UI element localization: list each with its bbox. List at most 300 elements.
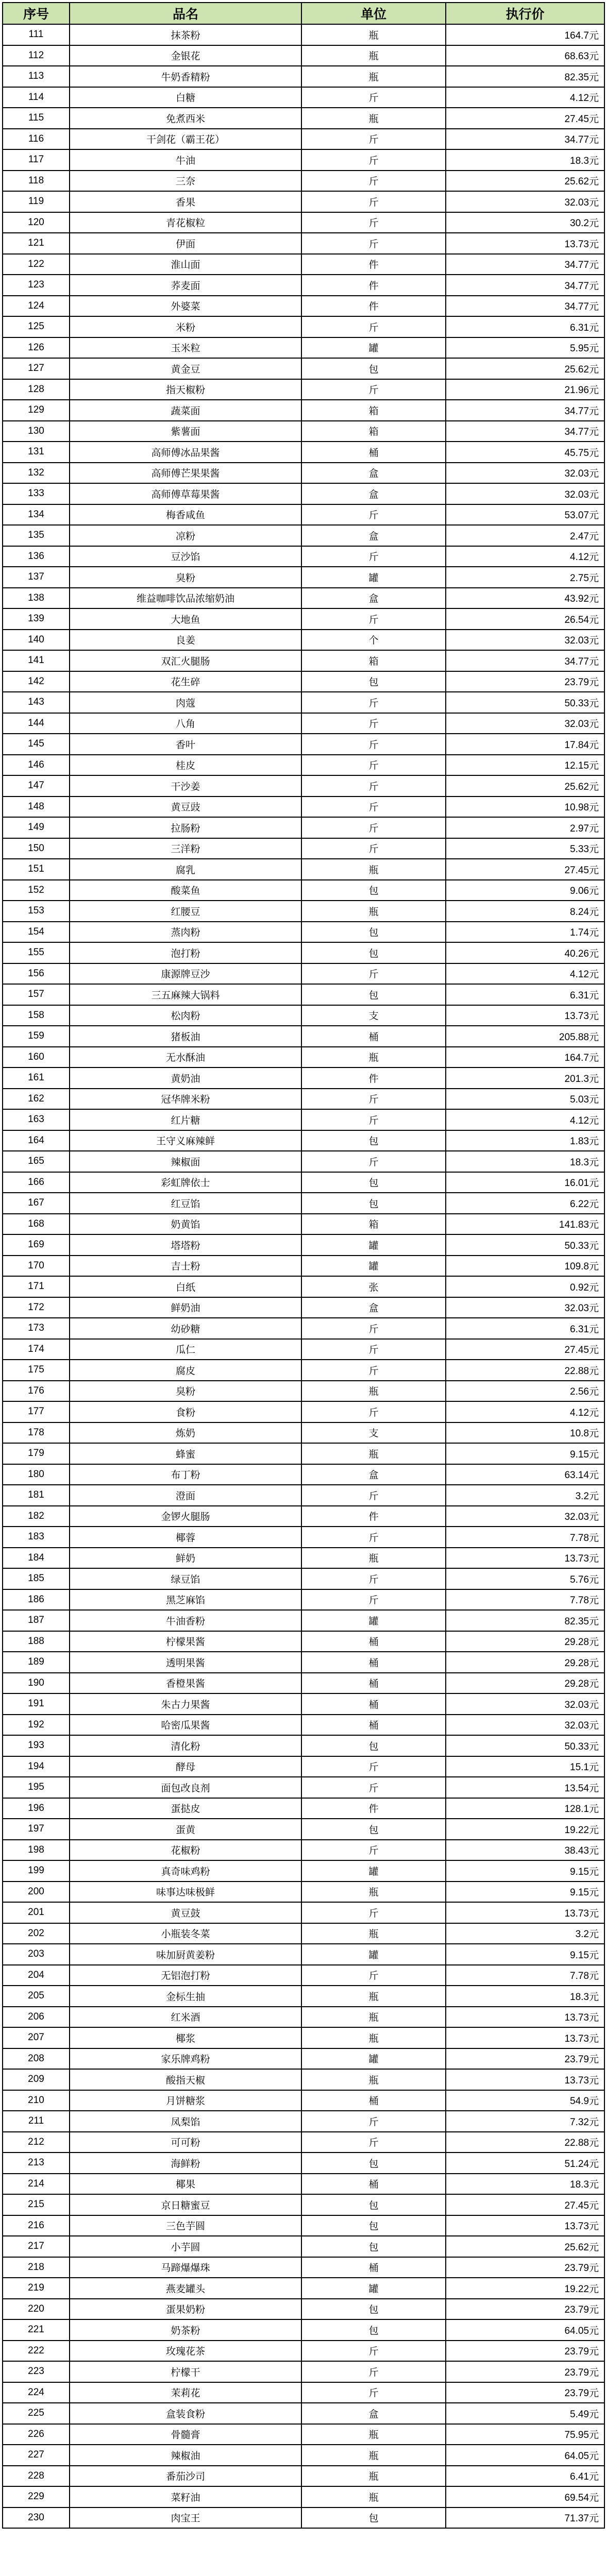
cell-unit: 瓶	[301, 901, 446, 922]
cell-no: 150	[3, 838, 70, 859]
table-row	[3, 2194, 604, 2215]
cell-price: 8.24元	[446, 901, 604, 922]
cell-name: 抹茶粉	[70, 24, 301, 45]
cell-unit: 包	[301, 1819, 446, 1840]
table-row	[3, 671, 604, 692]
cell-name: 幼砂糖	[70, 1318, 301, 1339]
cell-price: 50.33元	[446, 1735, 604, 1756]
table-row	[3, 942, 604, 963]
table-row	[3, 2319, 604, 2341]
table-row	[3, 2090, 604, 2111]
cell-unit: 桶	[301, 1715, 446, 1736]
cell-price: 13.73元	[446, 1005, 604, 1026]
cell-price: 64.05元	[446, 2319, 604, 2341]
cell-name: 哈密瓜果酱	[70, 1715, 301, 1736]
cell-price: 7.78元	[446, 1527, 604, 1548]
cell-name: 三洋粉	[70, 838, 301, 859]
cell-name: 黑芝麻馅	[70, 1589, 301, 1611]
cell-name: 梅香咸鱼	[70, 504, 301, 526]
cell-name: 金标生抽	[70, 1986, 301, 2007]
cell-name: 蛋果奶粉	[70, 2299, 301, 2320]
cell-unit: 斤	[301, 1965, 446, 1986]
cell-no: 175	[3, 1360, 70, 1381]
cell-unit: 斤	[301, 2361, 446, 2382]
cell-name: 红豆馅	[70, 1193, 301, 1214]
cell-no: 152	[3, 880, 70, 901]
cell-price: 22.88元	[446, 2132, 604, 2153]
cell-name: 冠华牌米粉	[70, 1089, 301, 1110]
cell-name: 凉粉	[70, 525, 301, 546]
table-row	[3, 775, 604, 796]
cell-name: 玉米粒	[70, 337, 301, 359]
cell-no: 196	[3, 1798, 70, 1819]
cell-unit: 瓶	[301, 66, 446, 87]
cell-unit: 斤	[301, 1089, 446, 1110]
cell-unit: 包	[301, 2299, 446, 2320]
cell-unit: 瓶	[301, 45, 446, 66]
cell-no: 157	[3, 984, 70, 1005]
cell-price: 25.62元	[446, 2236, 604, 2257]
cell-name: 酸菜鱼	[70, 880, 301, 901]
cell-price: 34.77元	[446, 650, 604, 671]
cell-name: 红片糖	[70, 1109, 301, 1130]
cell-unit: 斤	[301, 212, 446, 233]
table-row	[3, 1401, 604, 1422]
cell-price: 18.3元	[446, 2174, 604, 2195]
cell-unit: 桶	[301, 442, 446, 463]
cell-no: 126	[3, 337, 70, 359]
cell-no: 148	[3, 796, 70, 818]
cell-price: 64.05元	[446, 2445, 604, 2466]
table-row	[3, 2299, 604, 2320]
cell-no: 220	[3, 2299, 70, 2320]
cell-name: 瓜仁	[70, 1339, 301, 1360]
table-row	[3, 2236, 604, 2257]
table-row	[3, 1506, 604, 1527]
cell-no: 211	[3, 2111, 70, 2132]
cell-unit: 个	[301, 630, 446, 651]
cell-price: 34.77元	[446, 254, 604, 275]
table-row	[3, 45, 604, 66]
table-row	[3, 275, 604, 296]
cell-unit: 包	[301, 2507, 446, 2529]
cell-price: 9.15元	[446, 1443, 604, 1464]
cell-price: 23.79元	[446, 2257, 604, 2278]
cell-unit: 桶	[301, 2090, 446, 2111]
cell-unit: 包	[301, 2153, 446, 2174]
cell-unit: 罐	[301, 1234, 446, 1256]
cell-unit: 盒	[301, 1297, 446, 1318]
cell-unit: 包	[301, 1735, 446, 1756]
cell-unit: 斤	[301, 1318, 446, 1339]
cell-price: 32.03元	[446, 483, 604, 504]
cell-no: 184	[3, 1548, 70, 1569]
cell-name: 黄豆鼓	[70, 1902, 301, 1923]
cell-price: 34.77元	[446, 129, 604, 150]
cell-name: 金银花	[70, 45, 301, 66]
cell-unit: 斤	[301, 1151, 446, 1172]
cell-no: 121	[3, 233, 70, 254]
cell-no: 187	[3, 1610, 70, 1631]
cell-price: 201.3元	[446, 1067, 604, 1089]
table-row	[3, 650, 604, 671]
cell-price: 21.96元	[446, 379, 604, 400]
cell-name: 豆沙馅	[70, 546, 301, 567]
cell-name: 良姜	[70, 630, 301, 651]
table-row	[3, 379, 604, 400]
cell-name: 柠檬干	[70, 2361, 301, 2382]
cell-no: 213	[3, 2153, 70, 2174]
cell-unit: 包	[301, 358, 446, 379]
cell-no: 185	[3, 1568, 70, 1589]
cell-no: 204	[3, 1965, 70, 1986]
cell-unit: 罐	[301, 567, 446, 588]
cell-price: 25.62元	[446, 775, 604, 796]
table-row	[3, 233, 604, 254]
table-row	[3, 588, 604, 609]
table-row	[3, 838, 604, 859]
cell-no: 228	[3, 2466, 70, 2487]
header-name: 品名	[70, 3, 301, 24]
cell-name: 牛油香粉	[70, 1610, 301, 1631]
table-row	[3, 2069, 604, 2090]
table-row	[3, 608, 604, 630]
cell-unit: 斤	[301, 775, 446, 796]
cell-unit: 件	[301, 254, 446, 275]
table-row	[3, 1840, 604, 1861]
cell-price: 16.01元	[446, 1172, 604, 1193]
cell-no: 208	[3, 2048, 70, 2070]
table-row	[3, 337, 604, 359]
cell-price: 23.79元	[446, 2361, 604, 2382]
cell-name: 番茄沙司	[70, 2466, 301, 2487]
cell-no: 212	[3, 2132, 70, 2153]
cell-name: 干剑花（霸王花）	[70, 129, 301, 150]
cell-name: 花椒粉	[70, 1840, 301, 1861]
cell-no: 203	[3, 1944, 70, 1965]
cell-no: 158	[3, 1005, 70, 1026]
cell-price: 2.47元	[446, 525, 604, 546]
table-row	[3, 1381, 604, 1402]
table-row	[3, 1902, 604, 1923]
cell-price: 50.33元	[446, 692, 604, 713]
cell-no: 146	[3, 755, 70, 776]
cell-price: 32.03元	[446, 1297, 604, 1318]
cell-name: 高师傅芒果果酱	[70, 463, 301, 484]
cell-unit: 瓶	[301, 2069, 446, 2090]
table-row	[3, 483, 604, 504]
cell-price: 9.06元	[446, 880, 604, 901]
cell-no: 128	[3, 379, 70, 400]
cell-no: 174	[3, 1339, 70, 1360]
cell-no: 129	[3, 400, 70, 421]
cell-unit: 斤	[301, 191, 446, 212]
cell-unit: 斤	[301, 796, 446, 818]
table-row	[3, 1443, 604, 1464]
table-row	[3, 1631, 604, 1652]
cell-price: 141.83元	[446, 1214, 604, 1235]
cell-name: 清化粉	[70, 1735, 301, 1756]
cell-no: 144	[3, 713, 70, 734]
cell-unit: 包	[301, 2236, 446, 2257]
cell-no: 122	[3, 254, 70, 275]
cell-price: 6.41元	[446, 2466, 604, 2487]
cell-price: 164.7元	[446, 1047, 604, 1068]
cell-price: 54.9元	[446, 2090, 604, 2111]
cell-no: 189	[3, 1652, 70, 1673]
cell-name: 八角	[70, 713, 301, 734]
table-row	[3, 296, 604, 317]
cell-unit: 斤	[301, 171, 446, 192]
table-row	[3, 1339, 604, 1360]
cell-unit: 张	[301, 1276, 446, 1297]
cell-no: 190	[3, 1673, 70, 1694]
table-row	[3, 254, 604, 275]
cell-name: 蛋黄	[70, 1819, 301, 1840]
cell-no: 207	[3, 2027, 70, 2048]
cell-price: 32.03元	[446, 630, 604, 651]
cell-no: 132	[3, 463, 70, 484]
cell-no: 225	[3, 2403, 70, 2424]
cell-name: 白糖	[70, 87, 301, 108]
table-row	[3, 713, 604, 734]
cell-price: 5.03元	[446, 1089, 604, 1110]
cell-unit: 斤	[301, 1902, 446, 1923]
cell-price: 82.35元	[446, 66, 604, 87]
cell-name: 指天椒粉	[70, 379, 301, 400]
cell-no: 117	[3, 149, 70, 171]
cell-unit: 包	[301, 671, 446, 692]
cell-price: 109.8元	[446, 1256, 604, 1277]
cell-no: 177	[3, 1401, 70, 1422]
cell-name: 海鲜粉	[70, 2153, 301, 2174]
table-row	[3, 1610, 604, 1631]
cell-no: 193	[3, 1735, 70, 1756]
cell-unit: 瓶	[301, 1548, 446, 1569]
table-row	[3, 1130, 604, 1151]
cell-name: 红米酒	[70, 2007, 301, 2028]
cell-price: 205.88元	[446, 1026, 604, 1047]
cell-unit: 盒	[301, 588, 446, 609]
cell-no: 141	[3, 650, 70, 671]
cell-price: 22.88元	[446, 1360, 604, 1381]
cell-name: 大地鱼	[70, 608, 301, 630]
cell-unit: 罐	[301, 2278, 446, 2299]
table-row	[3, 796, 604, 818]
cell-price: 164.7元	[446, 24, 604, 45]
cell-price: 4.12元	[446, 963, 604, 985]
cell-name: 泡打粉	[70, 942, 301, 963]
cell-name: 桂皮	[70, 755, 301, 776]
cell-no: 149	[3, 817, 70, 838]
table-row	[3, 129, 604, 150]
cell-unit: 斤	[301, 1840, 446, 1861]
table-row	[3, 1193, 604, 1214]
cell-no: 131	[3, 442, 70, 463]
cell-price: 32.03元	[446, 463, 604, 484]
cell-unit: 桶	[301, 1652, 446, 1673]
cell-name: 鲜奶油	[70, 1297, 301, 1318]
cell-name: 外婆菜	[70, 296, 301, 317]
cell-unit: 桶	[301, 1673, 446, 1694]
cell-price: 4.12元	[446, 1401, 604, 1422]
cell-no: 143	[3, 692, 70, 713]
table-row	[3, 1673, 604, 1694]
table-row	[3, 24, 604, 45]
table-row	[3, 1360, 604, 1381]
table-row	[3, 2027, 604, 2048]
cell-name: 花生碎	[70, 671, 301, 692]
cell-price: 38.43元	[446, 1840, 604, 1861]
cell-name: 味加厨黄姜粉	[70, 1944, 301, 1965]
cell-name: 黄奶油	[70, 1067, 301, 1089]
cell-price: 50.33元	[446, 1234, 604, 1256]
cell-price: 23.79元	[446, 2341, 604, 2362]
cell-name: 透明果酱	[70, 1652, 301, 1673]
cell-price: 18.3元	[446, 1151, 604, 1172]
cell-no: 170	[3, 1256, 70, 1277]
cell-unit: 瓶	[301, 1882, 446, 1903]
cell-name: 小芋圆	[70, 2236, 301, 2257]
table-row	[3, 2382, 604, 2403]
cell-name: 朱古力果酱	[70, 1693, 301, 1715]
cell-no: 151	[3, 859, 70, 880]
cell-unit: 斤	[301, 316, 446, 337]
cell-price: 2.56元	[446, 1381, 604, 1402]
cell-unit: 瓶	[301, 2007, 446, 2028]
cell-unit: 件	[301, 1067, 446, 1089]
cell-no: 113	[3, 66, 70, 87]
cell-price: 18.3元	[446, 149, 604, 171]
cell-name: 高师傅草莓果酱	[70, 483, 301, 504]
cell-price: 2.97元	[446, 817, 604, 838]
cell-name: 红腰豆	[70, 901, 301, 922]
cell-name: 牛油	[70, 149, 301, 171]
cell-name: 金锣火腿肠	[70, 1506, 301, 1527]
cell-name: 黄豆豉	[70, 796, 301, 818]
table-row	[3, 2361, 604, 2382]
cell-price: 53.07元	[446, 504, 604, 526]
cell-no: 179	[3, 1443, 70, 1464]
cell-no: 162	[3, 1089, 70, 1110]
table-row	[3, 1715, 604, 1736]
cell-unit: 件	[301, 1798, 446, 1819]
cell-price: 29.28元	[446, 1631, 604, 1652]
cell-price: 34.77元	[446, 296, 604, 317]
cell-unit: 斤	[301, 1527, 446, 1548]
table-row	[3, 567, 604, 588]
table-row	[3, 400, 604, 421]
cell-price: 30.2元	[446, 212, 604, 233]
table-row	[3, 1318, 604, 1339]
cell-no: 142	[3, 671, 70, 692]
cell-unit: 盒	[301, 2403, 446, 2424]
cell-name: 紫薯面	[70, 421, 301, 442]
table-row	[3, 692, 604, 713]
cell-unit: 瓶	[301, 1047, 446, 1068]
cell-no: 166	[3, 1172, 70, 1193]
cell-name: 无铝泡打粉	[70, 1965, 301, 1986]
table-row	[3, 1777, 604, 1798]
cell-unit: 斤	[301, 504, 446, 526]
cell-name: 拉肠粉	[70, 817, 301, 838]
cell-name: 辣椒面	[70, 1151, 301, 1172]
cell-unit: 斤	[301, 2111, 446, 2132]
cell-price: 13.54元	[446, 1777, 604, 1798]
cell-no: 114	[3, 87, 70, 108]
table-row	[3, 191, 604, 212]
cell-unit: 瓶	[301, 2027, 446, 2048]
cell-no: 119	[3, 191, 70, 212]
table-row	[3, 171, 604, 192]
cell-name: 蒸肉粉	[70, 922, 301, 943]
cell-name: 凤梨馅	[70, 2111, 301, 2132]
cell-name: 荞麦面	[70, 275, 301, 296]
cell-no: 217	[3, 2236, 70, 2257]
cell-price: 128.1元	[446, 1798, 604, 1819]
cell-no: 127	[3, 358, 70, 379]
table-row	[3, 2007, 604, 2028]
cell-price: 69.54元	[446, 2486, 604, 2507]
cell-no: 168	[3, 1214, 70, 1235]
cell-no: 178	[3, 1422, 70, 1444]
cell-no: 224	[3, 2382, 70, 2403]
cell-unit: 斤	[301, 1109, 446, 1130]
cell-name: 鲜奶	[70, 1548, 301, 1569]
cell-price: 27.45元	[446, 108, 604, 129]
cell-unit: 斤	[301, 2132, 446, 2153]
cell-price: 5.49元	[446, 2403, 604, 2424]
cell-unit: 桶	[301, 1631, 446, 1652]
cell-name: 柠檬果酱	[70, 1631, 301, 1652]
cell-unit: 斤	[301, 2382, 446, 2403]
cell-no: 156	[3, 963, 70, 985]
table-row	[3, 1819, 604, 1840]
cell-no: 227	[3, 2445, 70, 2466]
cell-no: 205	[3, 1986, 70, 2007]
cell-price: 19.22元	[446, 2278, 604, 2299]
cell-price: 23.79元	[446, 2048, 604, 2070]
cell-unit: 包	[301, 1193, 446, 1214]
cell-unit: 支	[301, 1005, 446, 1026]
cell-name: 京日糖蜜豆	[70, 2194, 301, 2215]
cell-unit: 罐	[301, 2048, 446, 2070]
cell-price: 6.22元	[446, 1193, 604, 1214]
table-row	[3, 1172, 604, 1193]
cell-no: 163	[3, 1109, 70, 1130]
cell-no: 201	[3, 1902, 70, 1923]
cell-name: 真奇味鸡粉	[70, 1860, 301, 1882]
cell-no: 191	[3, 1693, 70, 1715]
table-row	[3, 2153, 604, 2174]
cell-name: 蛋挞皮	[70, 1798, 301, 1819]
cell-name: 茉莉花	[70, 2382, 301, 2403]
cell-name: 小瓶装冬菜	[70, 1923, 301, 1944]
cell-unit: 斤	[301, 608, 446, 630]
cell-name: 牛奶香精粉	[70, 66, 301, 87]
cell-no: 219	[3, 2278, 70, 2299]
cell-name: 干沙姜	[70, 775, 301, 796]
cell-no: 186	[3, 1589, 70, 1611]
table-row	[3, 1652, 604, 1673]
cell-no: 138	[3, 588, 70, 609]
cell-unit: 支	[301, 1422, 446, 1444]
table-row	[3, 2507, 604, 2529]
cell-name: 奶黄馅	[70, 1214, 301, 1235]
cell-unit: 件	[301, 275, 446, 296]
table-row	[3, 1151, 604, 1172]
table-row	[3, 1965, 604, 1986]
